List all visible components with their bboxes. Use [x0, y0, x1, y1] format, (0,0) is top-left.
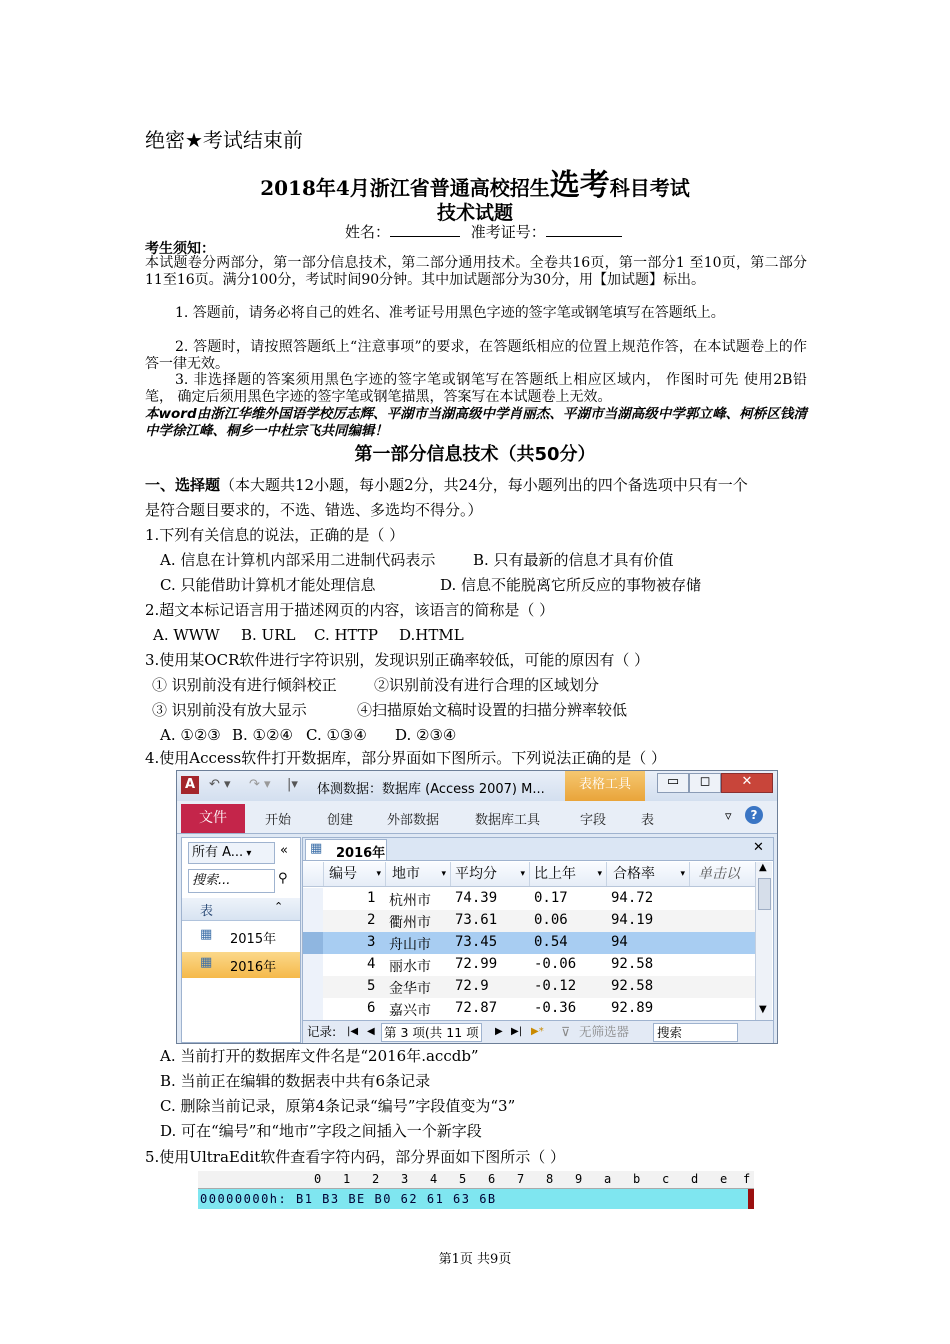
filter-status[interactable]: 无筛选器 — [579, 1024, 630, 1039]
tab-database-tools[interactable]: 数据库工具 — [475, 813, 541, 828]
candidate-info — [345, 221, 622, 242]
nav-item-2016[interactable] — [182, 952, 300, 978]
section-title: 第一部分信息技术（共50分） — [354, 444, 596, 465]
document-tab-bar — [303, 838, 773, 861]
ribbon-tabs — [177, 801, 777, 834]
table-icon: ▦ — [310, 841, 323, 856]
column-header-pass-rate[interactable]: 合格率 ▾ — [607, 862, 690, 886]
choice-desc-1: （本大题共12小题，每小题2分，共24分，每小题列出的四个备选项中只有一个 — [220, 476, 748, 494]
q4-stem: 4.使用Access软件打开数据库，部分界面如下图所示。下列说法正确的是（ ） — [145, 749, 666, 767]
notice-editors: 本word由浙江华维外国语学校厉志辉、平湖市当湖高级中学肖丽杰、平湖市当湖高级中学郭立峰、柯桥区钱清中学徐江峰、桐乡一中杜宗飞共同编辑！ — [145, 406, 807, 439]
maximize-button[interactable]: ◻ — [689, 773, 721, 793]
exam-title-pre: 2018年4月浙江省普通高校招生 — [260, 176, 550, 200]
context-tab-label: 表格工具 — [565, 771, 645, 801]
column-header-average[interactable]: 平均分 ▾ — [451, 862, 530, 886]
id-blank — [546, 236, 622, 237]
q3-reason-3: ③ 识别前没有放大显示 — [152, 701, 307, 719]
nav-item-2015[interactable] — [182, 924, 300, 950]
window-title: 体测数据：数据库 (Access 2007) M... — [317, 782, 545, 797]
close-tab-icon[interactable]: ✕ — [753, 840, 764, 855]
choice-heading: 一、选择题 — [145, 476, 221, 494]
nav-group-label: 表 — [200, 904, 214, 919]
filter-icon: ⊽ — [561, 1024, 571, 1039]
dropdown-icon: ▾ — [441, 869, 446, 879]
column-header-row — [303, 862, 755, 887]
hex-data-row[interactable] — [198, 1189, 748, 1209]
hex-column-header: 0 1 2 3 4 5 6 7 8 9 a b c d e f — [198, 1171, 754, 1189]
access-logo: A — [181, 776, 199, 794]
q4-option-c: C. 删除当前记录，原第4条记录“编号”字段值变为“3” — [160, 1097, 516, 1115]
next-record-icon[interactable]: ▶ — [495, 1026, 503, 1037]
record-position[interactable]: 第 3 项(共 11 项 — [381, 1023, 482, 1042]
q3-option-a: A. ①②③ — [160, 726, 221, 744]
dropdown-icon: ▾ — [597, 869, 602, 879]
notice-item-3: 3. 非选择题的答案须用黑色字迹的签字笔或钢笔写在答题纸上相应区域内， 作图时可先 使用2B铅笔， 确定后须用黑色字迹的签字笔或钢笔描黑，答案写在本试题卷上无效。 — [145, 372, 807, 405]
table-row[interactable]: 6 嘉兴市 72.87 -0.36 92.89 — [303, 998, 755, 1020]
q3-stem: 3.使用某OCR软件进行字符识别，发现识别正确率较低，可能的原因有（ ） — [145, 651, 650, 669]
table-row[interactable]: 2 衢州市 73.61 0.06 94.19 — [303, 910, 755, 932]
q4-option-b: B. 当前正在编辑的数据表中共有6条记录 — [160, 1072, 431, 1090]
vertical-scrollbar[interactable] — [755, 862, 772, 1020]
navigation-pane — [181, 837, 301, 1043]
row-selector — [303, 954, 323, 976]
hex-cursor-marker — [748, 1189, 754, 1209]
notice-heading: 考生须知： — [145, 241, 215, 257]
q1-option-a: A. 信息在计算机内部采用二进制代码表示 — [160, 551, 436, 569]
q3-reason-4: ④扫描原始文稿时设置的扫描分辨率较低 — [357, 701, 628, 719]
page-footer: 第1页 共9页 — [438, 1252, 512, 1267]
document-tab[interactable] — [305, 839, 387, 860]
q3-reason-1: ① 识别前没有进行倾斜校正 — [152, 676, 337, 694]
nav-header-label: 所有 A... — [192, 845, 244, 860]
scroll-down-icon[interactable]: ▼ — [759, 1004, 767, 1015]
nav-search-input[interactable]: 搜索... — [188, 869, 275, 893]
q3-option-b: B. ①②④ — [232, 726, 293, 744]
record-navigator — [303, 1020, 773, 1043]
q3-option-d: D. ②③④ — [395, 726, 457, 744]
nav-collapse-icon[interactable]: « — [280, 843, 288, 858]
nav-item-label: 2015年 — [230, 932, 277, 947]
choice-desc-2: 是符合题目要求的，不选、错选、多选均不得分。） — [145, 501, 483, 519]
prev-record-icon[interactable]: ◀ — [367, 1026, 375, 1037]
nav-header[interactable] — [188, 842, 275, 864]
id-label: 准考证号： — [470, 223, 546, 241]
q2-option-b: B. URL — [241, 626, 296, 644]
column-header-add[interactable]: 单击以 — [698, 866, 740, 882]
minimize-button[interactable]: ▭ — [657, 773, 689, 793]
row-selector — [303, 976, 323, 998]
paper-title: 技术试题 — [436, 202, 513, 224]
search-icon[interactable]: ⚲ — [278, 871, 288, 886]
q2-option-c: C. HTTP — [314, 626, 378, 644]
secret-label: 绝密★考试结束前 — [145, 128, 303, 152]
table-row-selected[interactable]: 3 舟山市 73.45 0.54 94 — [303, 932, 755, 954]
q2-option-d: D.HTML — [399, 626, 464, 644]
row-selector-header[interactable] — [303, 862, 324, 886]
last-record-icon[interactable]: ▶| — [511, 1026, 523, 1037]
ribbon-collapse-icon[interactable]: ▿ — [725, 809, 732, 824]
row-selector — [303, 998, 323, 1020]
column-header-city[interactable]: 地市 ▾ — [386, 862, 451, 886]
first-record-icon[interactable]: |◀ — [347, 1026, 359, 1037]
tab-fields[interactable]: 字段 — [580, 813, 607, 828]
scroll-thumb[interactable] — [758, 878, 771, 910]
exam-title-big: 选考 — [549, 168, 610, 203]
exam-title-post: 科目考试 — [609, 176, 690, 200]
access-window — [176, 770, 778, 1044]
q1-option-c: C. 只能借助计算机才能处理信息 — [160, 576, 376, 594]
notice-intro: 本试题卷分两部分，第一部分信息技术，第二部分通用技术。全卷共16页，第一部分1 至10页，第二部分11至16页。满分100分，考试时间90分钟。其中加试题部分为30分，用【加试题】标出。 — [145, 255, 807, 288]
table-icon: ▦ — [200, 927, 213, 942]
q3-reason-2: ②识别前没有进行合理的区域划分 — [374, 676, 600, 694]
table-icon: ▦ — [200, 955, 213, 970]
record-label: 记录: — [307, 1024, 337, 1039]
title-bar — [177, 771, 777, 801]
chevron-up-icon: ⌃ — [274, 900, 284, 913]
help-icon[interactable]: ? — [745, 806, 763, 824]
q4-option-a: A. 当前打开的数据库文件名是“2016年.accdb” — [160, 1047, 479, 1065]
table-row[interactable]: 1 杭州市 74.39 0.17 94.72 — [303, 888, 755, 910]
ultraedit-hex-view — [198, 1171, 754, 1209]
q1-option-d: D. 信息不能脱离它所反应的事物被存储 — [440, 576, 702, 594]
table-row[interactable]: 4 丽水市 72.99 -0.06 92.58 — [303, 954, 755, 976]
quick-access-icon[interactable]: |▾ — [287, 777, 298, 792]
tab-file[interactable]: 文件 — [181, 804, 245, 833]
tab-home[interactable]: 开始 — [265, 813, 292, 828]
name-label: 姓名： — [345, 223, 391, 241]
close-button[interactable]: ✕ — [721, 773, 773, 793]
new-record-icon[interactable]: ▶* — [531, 1026, 544, 1037]
tab-external-data[interactable]: 外部数据 — [387, 813, 440, 828]
redo-icon[interactable]: ↷ ▾ — [249, 777, 271, 792]
column-header-id[interactable]: 编号 ▾ — [323, 862, 386, 886]
table-row[interactable]: 5 金华市 72.9 -0.12 92.58 — [303, 976, 755, 998]
scroll-up-icon[interactable]: ▲ — [759, 862, 767, 873]
row-selector — [303, 910, 323, 932]
q2-option-a: A. WWW — [153, 626, 220, 644]
undo-icon[interactable]: ↶ ▾ — [209, 777, 231, 792]
notice-item-2: 2. 答题时，请按照答题纸上“注意事项”的要求，在答题纸相应的位置上规范作答，在本试题卷上的作答一律无效。 — [145, 339, 807, 372]
hex-line: 00000000h: B1 B3 BE B0 62 61 63 6B — [200, 1192, 497, 1206]
q3-option-c: C. ①③④ — [306, 726, 367, 744]
nav-group-header[interactable] — [182, 898, 300, 921]
q1-option-b: B. 只有最新的信息才具有价值 — [473, 551, 674, 569]
tab-create[interactable]: 创建 — [327, 813, 354, 828]
search-box[interactable]: 搜索 — [653, 1023, 738, 1042]
nav-item-label: 2016年 — [230, 960, 277, 975]
datasheet — [302, 837, 774, 1043]
row-selector — [303, 932, 323, 954]
dropdown-icon: ▾ — [680, 869, 685, 879]
column-header-change[interactable]: 比上年 ▾ — [530, 862, 607, 886]
row-selector — [303, 888, 323, 910]
document-tab-label: 2016年 — [336, 846, 386, 861]
chevron-down-icon: ▾ — [243, 848, 252, 859]
q2-stem: 2.超文本标记语言用于描述网页的内容，该语言的简称是（ ） — [145, 601, 555, 619]
dropdown-icon: ▾ — [376, 869, 381, 879]
dropdown-icon: ▾ — [520, 869, 525, 879]
q4-option-d: D. 可在“编号”和“地市”字段之间插入一个新字段 — [160, 1122, 482, 1140]
choice-intro — [145, 475, 748, 495]
name-blank — [390, 236, 460, 237]
q5-stem: 5.使用UltraEdit软件查看字符内码，部分界面如下图所示（ ） — [145, 1148, 566, 1166]
notice-item-1: 1. 答题前，请务必将自己的姓名、准考证号用黑色字迹的签字笔或钢笔填写在答题纸上。 — [175, 305, 725, 321]
tab-table[interactable]: 表 — [641, 813, 655, 828]
q1-stem: 1.下列有关信息的说法，正确的是（ ） — [145, 526, 405, 544]
